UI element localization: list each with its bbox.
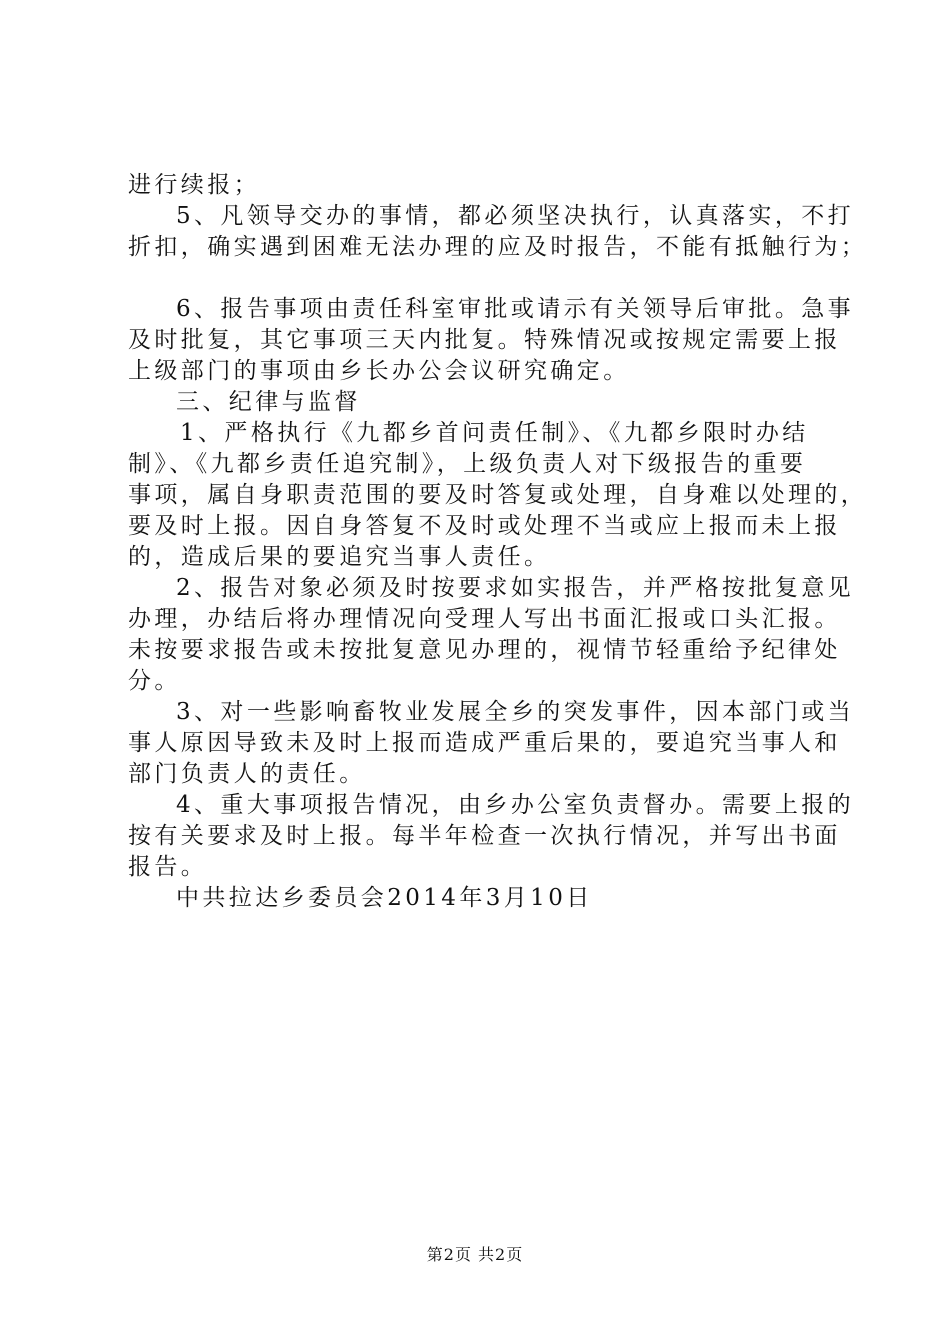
text-line: 制》、《九都乡责任追究制》，上级负责人对下级报告的重要 (128, 451, 807, 477)
page-number: 第2页 共2页 (426, 1245, 524, 1264)
text-line: 分。 (128, 668, 181, 694)
text-line: 3、对一些影响畜牧业发展全乡的突发事件，因本部门或当 (176, 699, 855, 725)
paragraph-gap (128, 263, 848, 294)
text-line: 事项，属自身职责范围的要及时答复或处理，自身难以处理的， (128, 482, 868, 508)
text-line: 及时批复，其它事项三天内批复。特殊情况或按规定需要上报 (128, 327, 841, 353)
text-line: 2、报告对象必须及时按要求如实报告，并严格按批复意见 (176, 575, 855, 601)
text-line: 上级部门的事项由乡长办公会议研究确定。 (128, 358, 630, 384)
text-line: 按有关要求及时上报。每半年检查一次执行情况，并写出书面 (128, 823, 841, 849)
text-line: 1、严格执行《九都乡首问责任制》、《九都乡限时办结 (180, 420, 809, 446)
text-line: 折扣，确实遇到困难无法办理的应及时报告，不能有抵触行为； (128, 234, 868, 260)
signature-date: 中共拉达乡委员会2014年3月10日 (176, 885, 593, 911)
text-line: 部门负责人的责任。 (128, 761, 366, 787)
text-line: 事人原因导致未及时上报而造成严重后果的，要追究当事人和 (128, 730, 841, 756)
document-body (128, 170, 868, 914)
text-line: 要及时上报。因自身答复不及时或处理不当或应上报而未上报 (128, 513, 841, 539)
text-line: 进行续报； (128, 172, 260, 198)
section-heading: 三、纪律与监督 (176, 389, 361, 415)
text-line: 的，造成后果的要追究当事人责任。 (128, 544, 551, 570)
text-line: 报告。 (128, 854, 208, 880)
text-line: 5、凡领导交办的事情，都必须坚决执行，认真落实，不打 (176, 203, 855, 229)
text-line: 4、重大事项报告情况，由乡办公室负责督办。需要上报的 (176, 792, 855, 818)
text-line: 6、报告事项由责任科室审批或请示有关领导后审批。急事 (176, 296, 855, 322)
text-line: 办理，办结后将办理情况向受理人写出书面汇报或口头汇报。 (128, 606, 841, 632)
text-line: 未按要求报告或未按批复意见办理的，视情节轻重给予纪律处 (128, 637, 841, 663)
